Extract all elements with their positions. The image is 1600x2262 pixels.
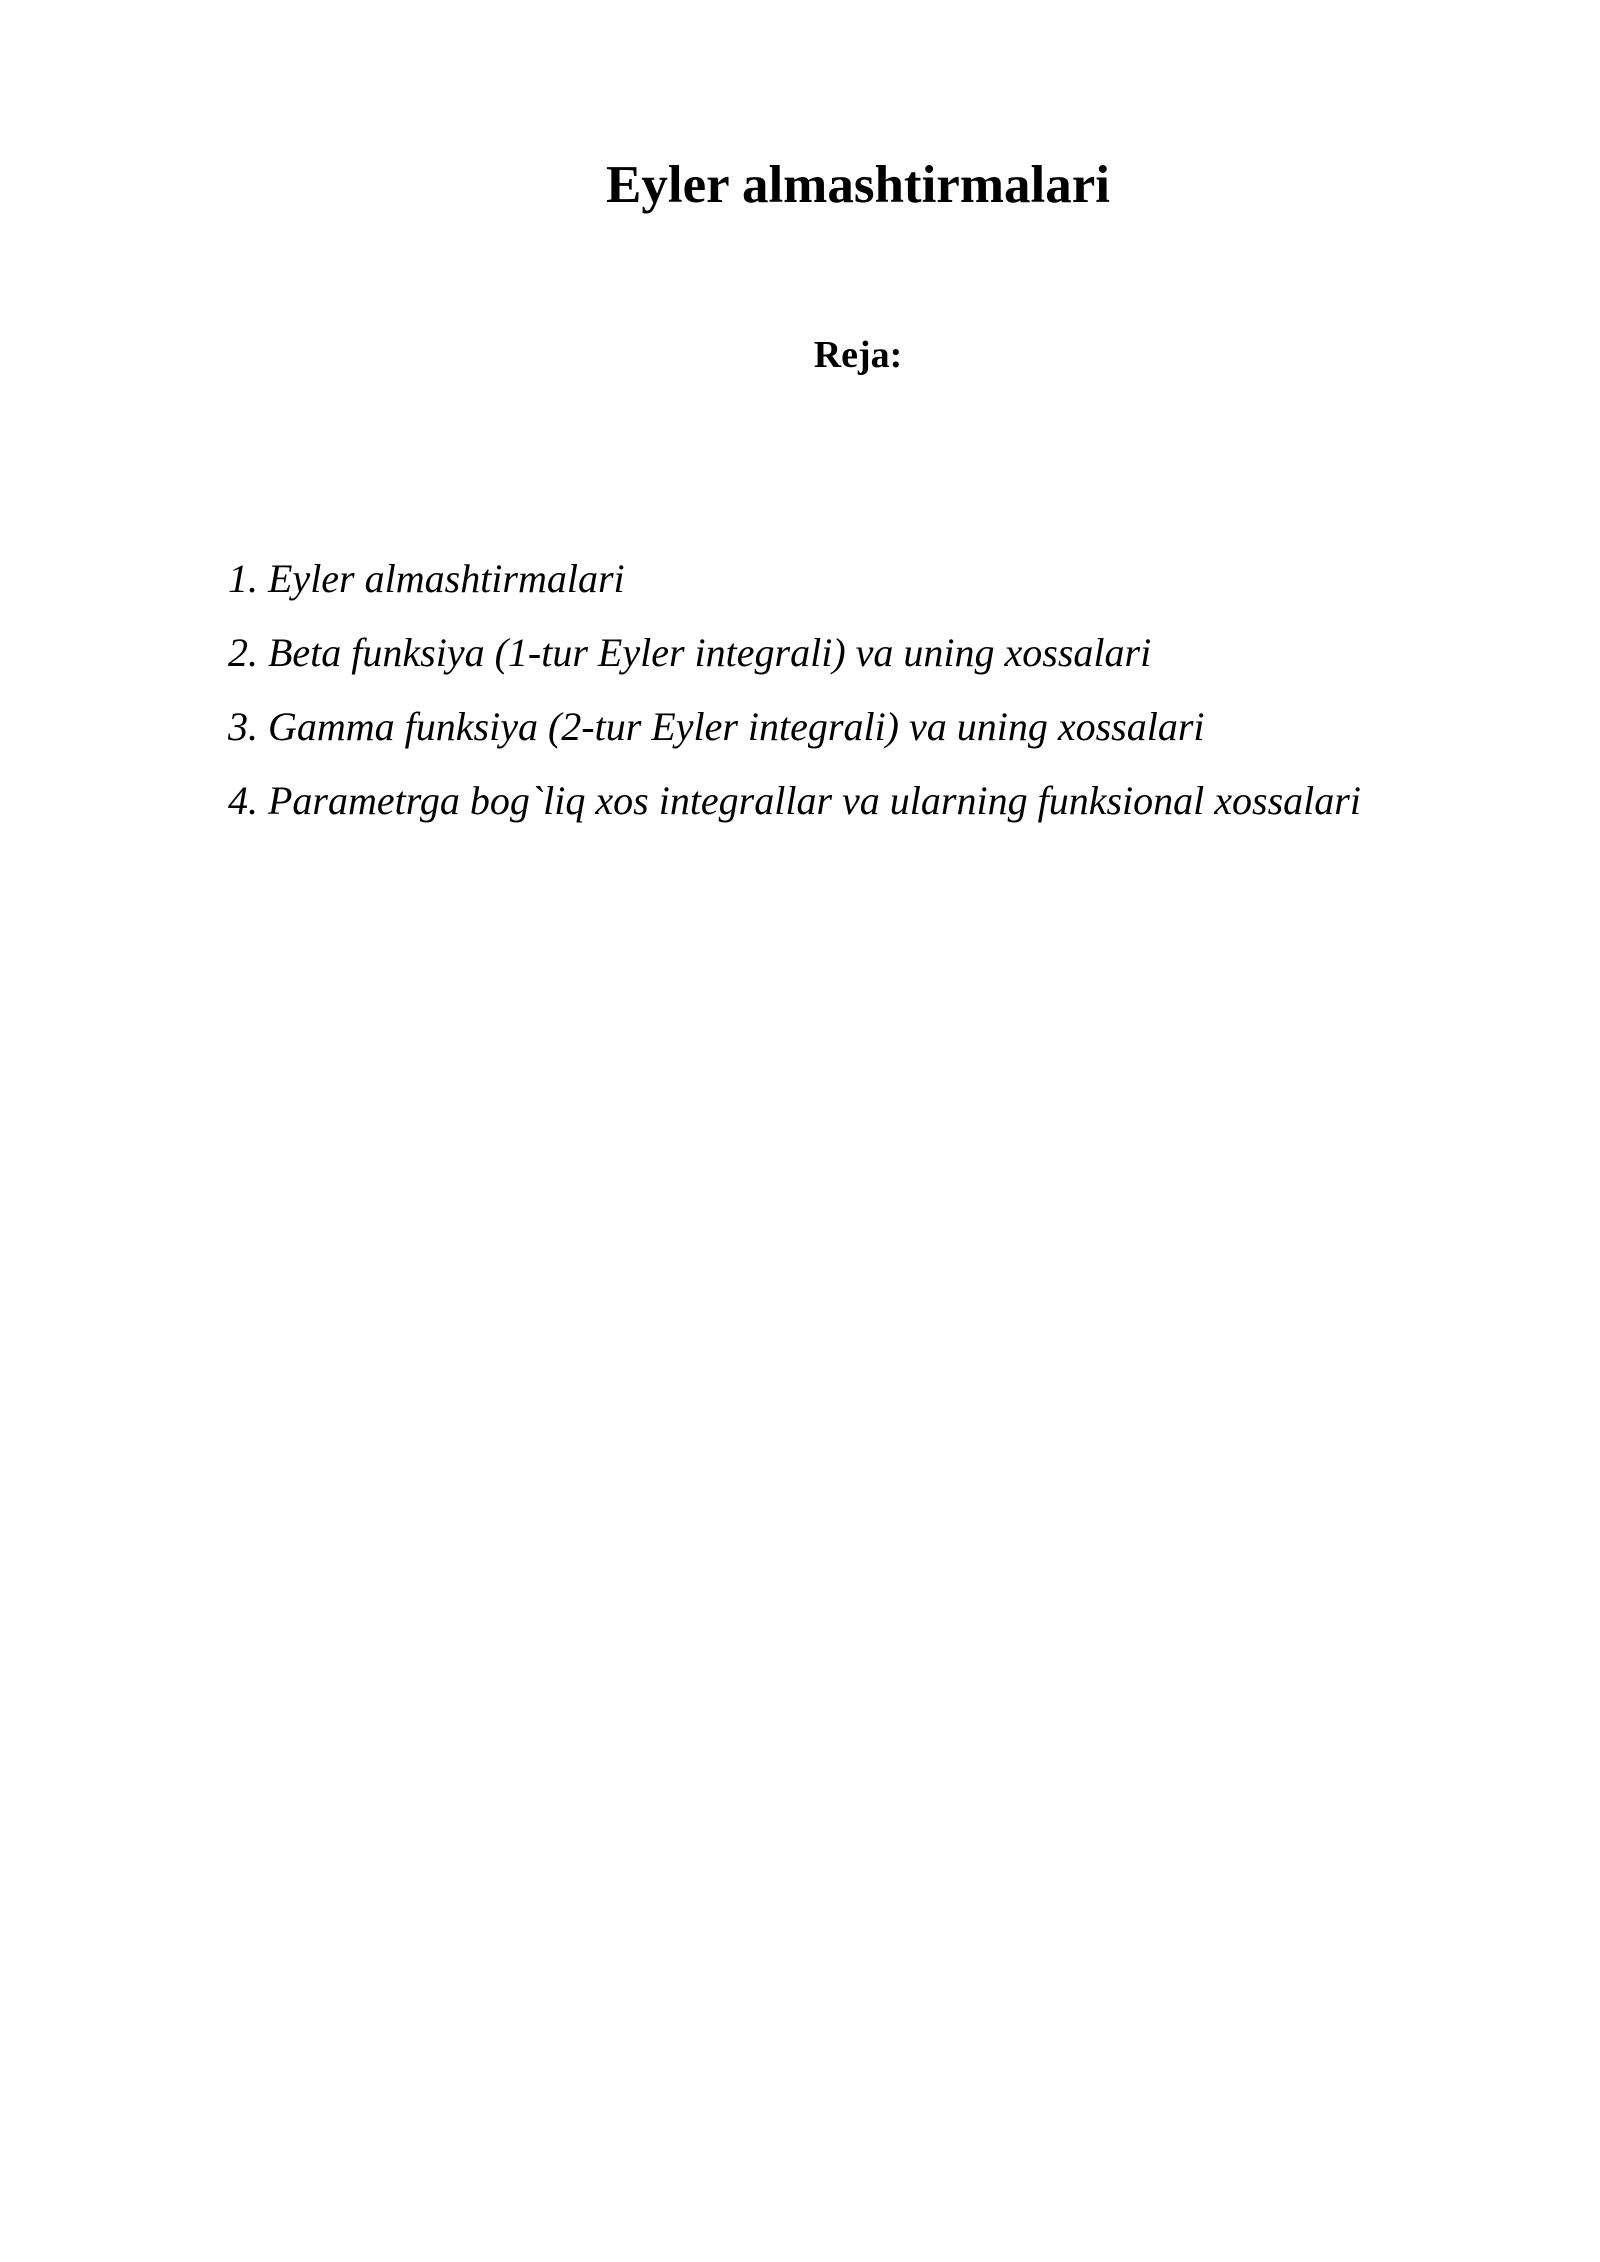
plan-item-number: 1. [228, 556, 258, 601]
document-title: Eyler almashtirmalari [606, 156, 1110, 214]
plan-item-3 [228, 690, 1361, 764]
plan-item-4 [228, 764, 1361, 838]
plan-heading: Reja: [813, 334, 903, 376]
plan-list [228, 542, 1361, 838]
plan-item-number: 3. [228, 704, 258, 749]
plan-item-1 [228, 542, 1361, 616]
plan-item-2 [228, 616, 1361, 690]
plan-item-text: Eyler almashtirmalari [268, 556, 625, 601]
plan-item-number: 2. [228, 630, 258, 675]
plan-item-text: Parametrga bog`liq xos integrallar va ularning funksional xossalari [268, 778, 1361, 823]
plan-item-number: 4. [228, 778, 258, 823]
plan-item-text: Beta funksiya (1-tur Eyler integrali) va uning xossalari [268, 630, 1152, 675]
plan-item-text: Gamma funksiya (2-tur Eyler integrali) va uning xossalari [268, 704, 1205, 749]
